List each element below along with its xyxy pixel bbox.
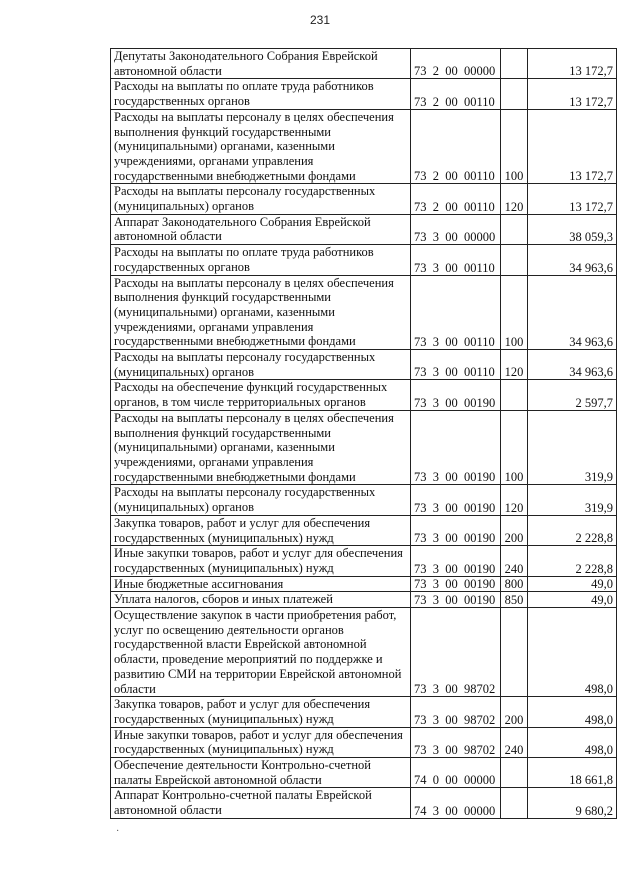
row-expense-type-cell: [501, 788, 528, 818]
row-name-cell: Расходы на обеспечение функций государственных органов, в том числе территориальных органов: [111, 380, 411, 410]
row-code-cell: 73 3 00 00190: [411, 515, 501, 545]
table-row: [111, 546, 617, 576]
table-row: [111, 758, 617, 788]
row-expense-type-cell: [501, 79, 528, 109]
row-expense-type-cell: 100: [501, 410, 528, 485]
row-amount-cell: 319,9: [528, 410, 617, 485]
page-number: 231: [309, 13, 331, 27]
row-expense-type-cell: [501, 245, 528, 275]
row-name-cell: Аппарат Законодательного Собрания Еврейской автономной области: [111, 214, 411, 244]
row-name-cell: Иные закупки товаров, работ и услуг для обеспечения государственных (муниципальных) нужд: [111, 546, 411, 576]
row-name-cell: Уплата налогов, сборов и иных платежей: [111, 592, 411, 608]
table-row: [111, 79, 617, 109]
row-name-cell: Расходы на выплаты по оплате труда работников государственных органов: [111, 79, 411, 109]
row-amount-cell: 38 059,3: [528, 214, 617, 244]
row-expense-type-cell: [501, 380, 528, 410]
row-expense-type-cell: 120: [501, 485, 528, 515]
row-amount-cell: 49,0: [528, 576, 617, 592]
table-row: [111, 410, 617, 485]
row-code-cell: 73 3 00 00110: [411, 245, 501, 275]
row-name-cell: Депутаты Законодательного Собрания Еврейской автономной области: [111, 49, 411, 79]
row-expense-type-cell: [501, 49, 528, 79]
row-expense-type-cell: 240: [501, 546, 528, 576]
row-name-cell: Расходы на выплаты персоналу в целях обеспечения выполнения функций государственными (муниципальными) органами, казенными учреждениями, органами управления государственными внебюджетными фондами: [111, 275, 411, 350]
row-expense-type-cell: [501, 758, 528, 788]
table-row: [111, 275, 617, 350]
row-amount-cell: 9 680,2: [528, 788, 617, 818]
table-row: [111, 727, 617, 757]
row-name-cell: Иные бюджетные ассигнования: [111, 576, 411, 592]
row-code-cell: 73 2 00 00110: [411, 109, 501, 184]
row-amount-cell: 49,0: [528, 592, 617, 608]
row-name-cell: Расходы на выплаты персоналу в целях обеспечения выполнения функций государственными (муниципальными) органами, казенными учреждениями, органами управления государственными внебюджетными фондами: [111, 410, 411, 485]
row-name-cell: Иные закупки товаров, работ и услуг для обеспечения государственных (муниципальных) нужд: [111, 727, 411, 757]
row-code-cell: 73 3 00 98702: [411, 727, 501, 757]
row-code-cell: 74 0 00 00000: [411, 758, 501, 788]
row-amount-cell: 13 172,7: [528, 49, 617, 79]
row-code-cell: 74 3 00 00000: [411, 788, 501, 818]
row-expense-type-cell: 240: [501, 727, 528, 757]
row-code-cell: 73 3 00 00110: [411, 275, 501, 350]
row-expense-type-cell: 800: [501, 576, 528, 592]
row-expense-type-cell: 120: [501, 350, 528, 380]
row-amount-cell: 498,0: [528, 697, 617, 727]
row-amount-cell: 18 661,8: [528, 758, 617, 788]
row-name-cell: Расходы на выплаты персоналу в целях обеспечения выполнения функций государственными (муниципальными) органами, казенными учреждениями, органами управления государственными внебюджетными фондами: [111, 109, 411, 184]
row-amount-cell: 34 963,6: [528, 275, 617, 350]
row-code-cell: 73 2 00 00000: [411, 49, 501, 79]
row-name-cell: Осуществление закупок в части приобретения работ, услуг по освещению деятельности органов государственной власти Еврейской автономной области, проведение мероприятий по поддержке и развитию СМИ на территории Еврейской автономной области: [111, 608, 411, 697]
row-code-cell: 73 3 00 00190: [411, 485, 501, 515]
row-expense-type-cell: 100: [501, 109, 528, 184]
table-row: [111, 485, 617, 515]
row-code-cell: 73 3 00 00190: [411, 546, 501, 576]
row-name-cell: Расходы на выплаты персоналу государственных (муниципальных) органов: [111, 350, 411, 380]
table-row: [111, 788, 617, 818]
row-amount-cell: 498,0: [528, 608, 617, 697]
table-row: [111, 576, 617, 592]
row-amount-cell: 498,0: [528, 727, 617, 757]
row-amount-cell: 319,9: [528, 485, 617, 515]
table-row: [111, 245, 617, 275]
table-row: [111, 515, 617, 545]
row-amount-cell: 34 963,6: [528, 350, 617, 380]
row-code-cell: 73 3 00 00190: [411, 576, 501, 592]
row-amount-cell: 2 228,8: [528, 515, 617, 545]
row-amount-cell: 34 963,6: [528, 245, 617, 275]
budget-table: [110, 48, 617, 819]
table-row: [111, 592, 617, 608]
row-code-cell: 73 3 00 00000: [411, 214, 501, 244]
row-name-cell: Расходы на выплаты по оплате труда работников государственных органов: [111, 245, 411, 275]
row-code-cell: 73 2 00 00110: [411, 79, 501, 109]
table-row: [111, 350, 617, 380]
table-row: [111, 697, 617, 727]
row-code-cell: 73 3 00 98702: [411, 608, 501, 697]
row-code-cell: 73 3 00 00190: [411, 380, 501, 410]
row-code-cell: 73 3 00 00110: [411, 350, 501, 380]
table-row: [111, 184, 617, 214]
row-code-cell: 73 3 00 00190: [411, 592, 501, 608]
row-code-cell: 73 2 00 00110: [411, 184, 501, 214]
row-amount-cell: 13 172,7: [528, 184, 617, 214]
row-expense-type-cell: 850: [501, 592, 528, 608]
row-amount-cell: 13 172,7: [528, 79, 617, 109]
row-name-cell: Обеспечение деятельности Контрольно-счетной палаты Еврейской автономной области: [111, 758, 411, 788]
row-code-cell: 73 3 00 98702: [411, 697, 501, 727]
row-name-cell: Аппарат Контрольно-счетной палаты Еврейской автономной области: [111, 788, 411, 818]
row-expense-type-cell: 120: [501, 184, 528, 214]
row-name-cell: Закупка товаров, работ и услуг для обеспечения государственных (муниципальных) нужд: [111, 697, 411, 727]
scan-dot: ·: [116, 826, 120, 837]
row-amount-cell: 13 172,7: [528, 109, 617, 184]
row-expense-type-cell: 200: [501, 515, 528, 545]
table-row: [111, 109, 617, 184]
row-expense-type-cell: 100: [501, 275, 528, 350]
row-amount-cell: 2 228,8: [528, 546, 617, 576]
row-name-cell: Закупка товаров, работ и услуг для обеспечения государственных (муниципальных) нужд: [111, 515, 411, 545]
row-name-cell: Расходы на выплаты персоналу государственных (муниципальных) органов: [111, 485, 411, 515]
table-row: [111, 608, 617, 697]
row-amount-cell: 2 597,7: [528, 380, 617, 410]
row-name-cell: Расходы на выплаты персоналу государственных (муниципальных) органов: [111, 184, 411, 214]
row-code-cell: 73 3 00 00190: [411, 410, 501, 485]
table-row: [111, 49, 617, 79]
row-expense-type-cell: [501, 608, 528, 697]
budget-table-body: [111, 49, 617, 819]
table-row: [111, 214, 617, 244]
row-expense-type-cell: 200: [501, 697, 528, 727]
row-expense-type-cell: [501, 214, 528, 244]
table-row: [111, 380, 617, 410]
